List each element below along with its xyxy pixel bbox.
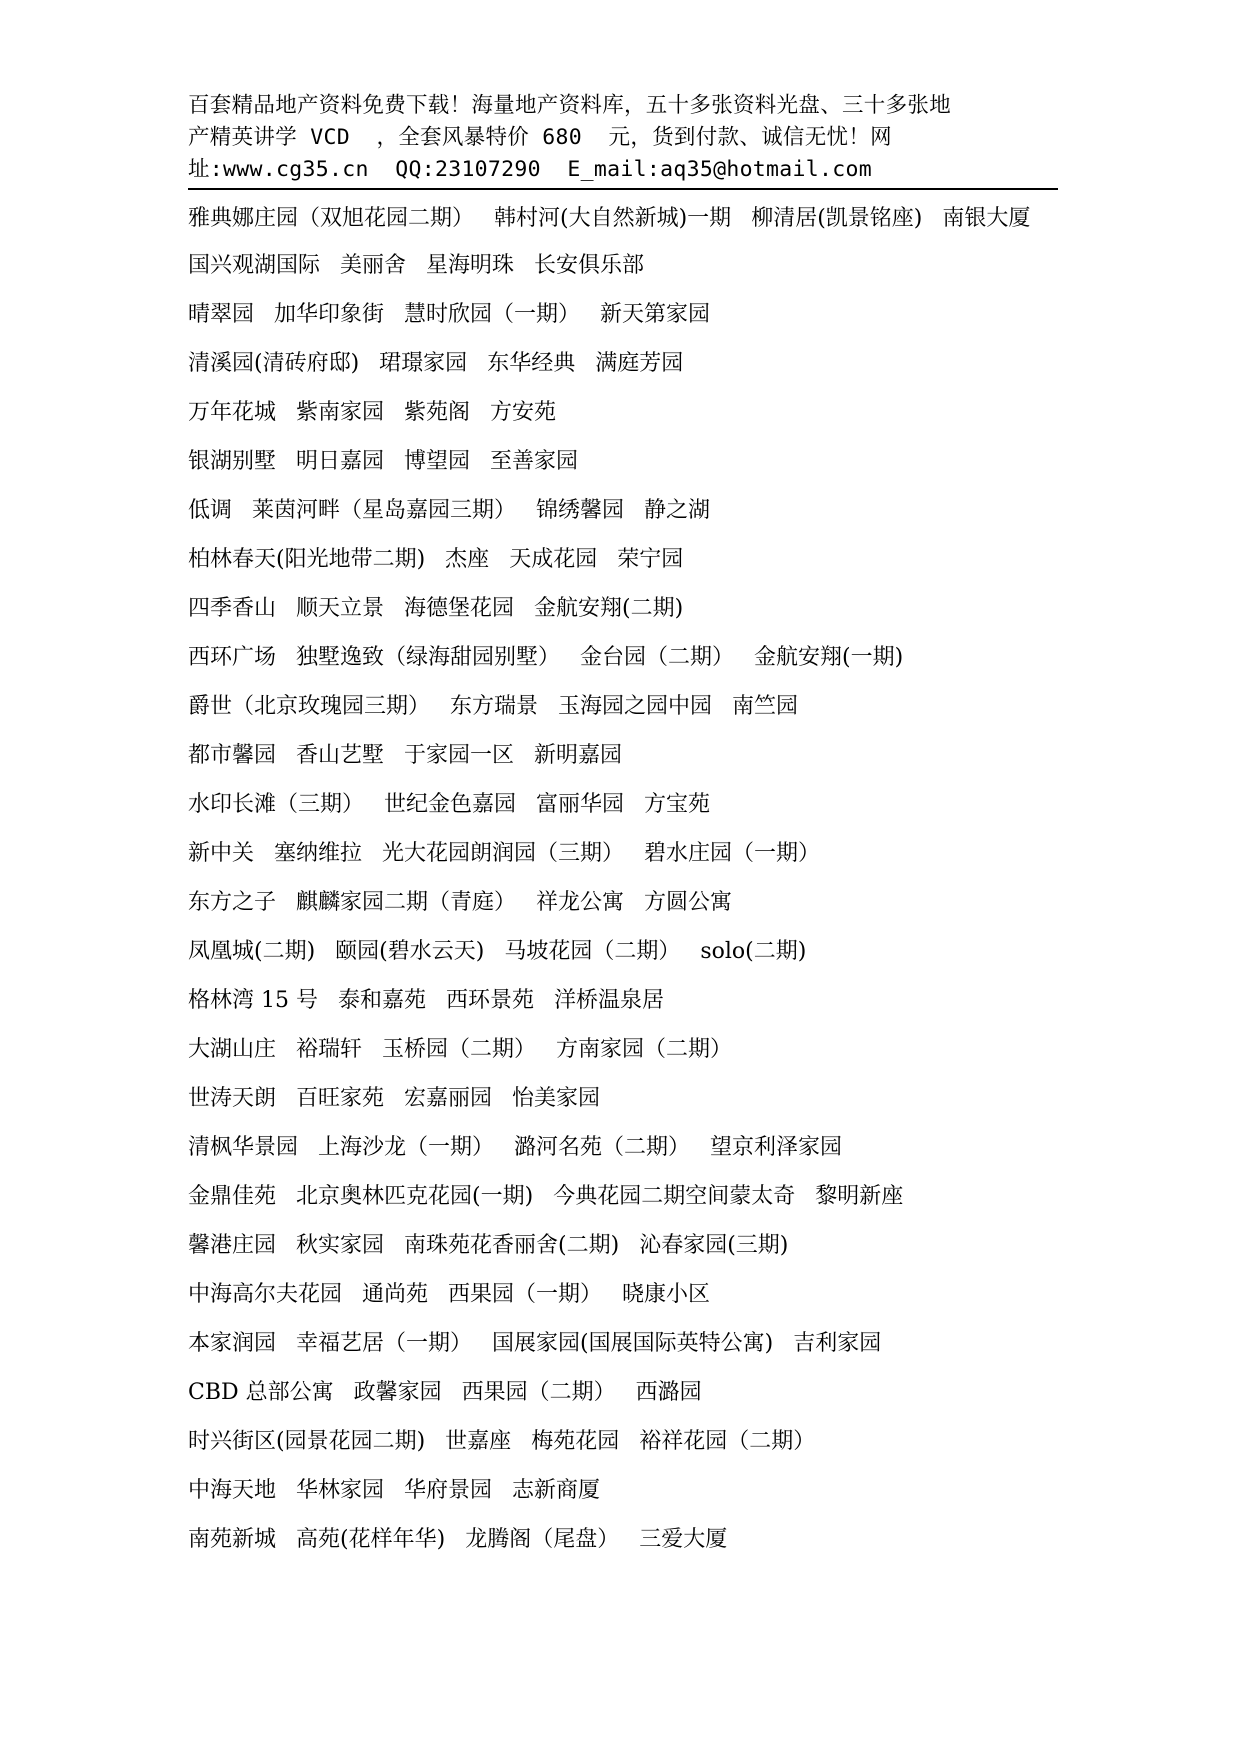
project-row bbox=[188, 635, 1068, 684]
project-name: 至善家园 bbox=[490, 449, 579, 474]
project-name: 吉利家园 bbox=[793, 1331, 882, 1356]
project-name: 珺璟家园 bbox=[379, 351, 468, 376]
project-row bbox=[188, 1223, 1068, 1272]
project-name: 都市馨园 bbox=[188, 743, 277, 768]
project-name: 世涛天朗 bbox=[188, 1086, 277, 1111]
project-name: 加华印象街 bbox=[274, 302, 385, 327]
project-name: solo(二期) bbox=[700, 939, 807, 964]
project-name: 万年花城 bbox=[188, 400, 277, 425]
header-line-2: 产精英讲学 VCD ，全套风暴特价 680 元，货到付款、诚信无忧！网 bbox=[188, 125, 892, 150]
project-name: 新中关 bbox=[188, 841, 255, 866]
project-name: 南苑新城 bbox=[188, 1527, 277, 1552]
project-name: 明日嘉园 bbox=[296, 449, 385, 474]
project-name: 满庭芳园 bbox=[595, 351, 684, 376]
project-name: 香山艺墅 bbox=[296, 743, 385, 768]
project-name: 金台园（二期） bbox=[580, 645, 735, 670]
project-name: 西果园（二期） bbox=[461, 1380, 616, 1405]
project-name: 望京利泽家园 bbox=[710, 1135, 843, 1160]
project-name: 静之湖 bbox=[644, 498, 711, 523]
project-name: 东华经典 bbox=[487, 351, 576, 376]
project-row bbox=[188, 341, 1068, 390]
project-name: 西环景苑 bbox=[446, 988, 535, 1013]
project-name: 祥龙公寓 bbox=[536, 890, 625, 915]
project-name: 玉海园之园中园 bbox=[558, 694, 713, 719]
project-name: 银湖别墅 bbox=[188, 449, 277, 474]
project-name: 潞河名苑（二期） bbox=[514, 1135, 691, 1160]
project-name: 裕祥花园（二期） bbox=[639, 1429, 816, 1454]
project-row bbox=[188, 880, 1068, 929]
project-name: 华林家园 bbox=[296, 1478, 385, 1503]
header-line-3: 址:www.cg35.cn QQ:23107290 E_mail:aq35@hotmail.com bbox=[188, 157, 873, 182]
project-name: 方圆公寓 bbox=[644, 890, 733, 915]
project-name: 馨港庄园 bbox=[188, 1233, 277, 1258]
project-name: 泰和嘉苑 bbox=[337, 988, 426, 1013]
project-name: 天成花园 bbox=[509, 547, 598, 572]
project-name: 长安俱乐部 bbox=[534, 253, 645, 278]
project-name: 碧水庄园（一期） bbox=[644, 841, 821, 866]
project-row bbox=[188, 831, 1068, 880]
project-name: 于家园一区 bbox=[404, 743, 515, 768]
project-name: 麒麟家园二期（青庭） bbox=[296, 890, 517, 915]
project-name: 新天第家园 bbox=[600, 302, 711, 327]
project-name: 方宝苑 bbox=[644, 792, 711, 817]
project-row bbox=[188, 1174, 1068, 1223]
project-name: 秋实家园 bbox=[296, 1233, 385, 1258]
project-name: 荣宁园 bbox=[617, 547, 684, 572]
project-row bbox=[188, 1076, 1068, 1125]
project-row bbox=[188, 488, 1068, 537]
project-name: 宏嘉丽园 bbox=[404, 1086, 493, 1111]
project-name: 锦绣馨园 bbox=[536, 498, 625, 523]
project-name: 四季香山 bbox=[188, 596, 277, 621]
project-name: 凤凰城(二期) bbox=[188, 939, 316, 964]
project-name: 通尚苑 bbox=[362, 1282, 429, 1307]
project-name: 顺天立景 bbox=[296, 596, 385, 621]
project-row bbox=[188, 1272, 1068, 1321]
project-name: 东方之子 bbox=[188, 890, 277, 915]
project-name: 晓康小区 bbox=[622, 1282, 711, 1307]
project-row bbox=[188, 782, 1068, 831]
project-name: 幸福艺居（一期） bbox=[296, 1331, 473, 1356]
project-name: 光大花园朗润园（三期） bbox=[382, 841, 625, 866]
project-name: 颐园(碧水云天) bbox=[335, 939, 485, 964]
project-name: 慧时欣园（一期） bbox=[404, 302, 581, 327]
project-name: 志新商厦 bbox=[512, 1478, 601, 1503]
project-row bbox=[188, 978, 1068, 1027]
project-name: 紫南家园 bbox=[296, 400, 385, 425]
project-name: 方安苑 bbox=[490, 400, 557, 425]
project-name: 西果园（一期） bbox=[448, 1282, 603, 1307]
page-header bbox=[188, 90, 1058, 186]
project-name: 雅典娜庄园（双旭花园二期） bbox=[188, 206, 475, 231]
project-name: 华府景园 bbox=[404, 1478, 493, 1503]
project-name: 柳清居(凯景铭座) bbox=[751, 206, 923, 231]
project-row bbox=[188, 586, 1068, 635]
project-name: 塞纳维拉 bbox=[274, 841, 363, 866]
project-name: 中海天地 bbox=[188, 1478, 277, 1503]
project-row bbox=[188, 1517, 1068, 1566]
project-name: 玉桥园（二期） bbox=[382, 1037, 537, 1062]
project-name: 独墅逸致（绿海甜园别墅） bbox=[296, 645, 561, 670]
project-name: 国展家园(国展国际英特公寓) bbox=[492, 1331, 774, 1356]
project-row bbox=[188, 1468, 1068, 1517]
project-name: 西环广场 bbox=[188, 645, 277, 670]
project-name: 富丽华园 bbox=[536, 792, 625, 817]
project-row bbox=[188, 1321, 1068, 1370]
project-name: 晴翠园 bbox=[188, 302, 255, 327]
project-name: 洋桥温泉居 bbox=[554, 988, 665, 1013]
project-row bbox=[188, 194, 1068, 243]
project-name: 北京奥林匹克花园(一期) bbox=[296, 1184, 534, 1209]
project-row bbox=[188, 292, 1068, 341]
project-name: 黎明新座 bbox=[815, 1184, 904, 1209]
project-name: 裕瑞轩 bbox=[296, 1037, 363, 1062]
project-name: 上海沙龙（一期） bbox=[318, 1135, 495, 1160]
project-name: 海德堡花园 bbox=[404, 596, 515, 621]
project-name: 百旺家苑 bbox=[296, 1086, 385, 1111]
project-row bbox=[188, 733, 1068, 782]
project-name: 低调 bbox=[188, 498, 233, 523]
project-name: 今典花园二期空间蒙太奇 bbox=[553, 1184, 796, 1209]
project-name: 南珠苑花香丽舍(二期) bbox=[404, 1233, 620, 1258]
project-name: 星海明珠 bbox=[426, 253, 515, 278]
project-name: 中海高尔夫花园 bbox=[188, 1282, 343, 1307]
project-name: 爵世（北京玫瑰园三期） bbox=[188, 694, 431, 719]
project-name: 怡美家园 bbox=[512, 1086, 601, 1111]
project-row bbox=[188, 684, 1068, 733]
project-name: 莱茵河畔（星岛嘉园三期） bbox=[252, 498, 517, 523]
project-row bbox=[188, 1125, 1068, 1174]
project-name: 世纪金色嘉园 bbox=[384, 792, 517, 817]
project-name: 水印长滩（三期） bbox=[188, 792, 365, 817]
header-line-1: 百套精品地产资料免费下载！海量地产资料库，五十多张资料光盘、三十多张地 bbox=[188, 93, 952, 118]
project-name: 金鼎佳苑 bbox=[188, 1184, 277, 1209]
project-name: CBD 总部公寓 bbox=[188, 1380, 334, 1405]
project-name: 金航安翔(一期) bbox=[754, 645, 904, 670]
project-name: 南银大厦 bbox=[942, 206, 1031, 231]
project-name: 国兴观湖国际 bbox=[188, 253, 321, 278]
project-row bbox=[188, 243, 1068, 292]
project-row bbox=[188, 1419, 1068, 1468]
project-list bbox=[188, 194, 1068, 1566]
project-name: 清枫华景园 bbox=[188, 1135, 299, 1160]
project-row bbox=[188, 929, 1068, 978]
project-name: 南竺园 bbox=[732, 694, 799, 719]
project-name: 世嘉座 bbox=[445, 1429, 512, 1454]
project-name: 龙腾阁（尾盘） bbox=[465, 1527, 620, 1552]
project-row bbox=[188, 537, 1068, 586]
project-name: 大湖山庄 bbox=[188, 1037, 277, 1062]
project-name: 西潞园 bbox=[635, 1380, 702, 1405]
project-name: 格林湾 15 号 bbox=[188, 988, 318, 1013]
project-name: 梅苑花园 bbox=[531, 1429, 620, 1454]
project-name: 方南家园（二期） bbox=[556, 1037, 733, 1062]
project-name: 美丽舍 bbox=[340, 253, 407, 278]
project-name: 沁春家园(三期) bbox=[639, 1233, 789, 1258]
header-divider bbox=[188, 188, 1058, 190]
project-name: 柏林春天(阳光地带二期) bbox=[188, 547, 426, 572]
project-row bbox=[188, 1370, 1068, 1419]
project-row bbox=[188, 439, 1068, 488]
project-row bbox=[188, 390, 1068, 439]
project-name: 博望园 bbox=[404, 449, 471, 474]
project-name: 韩村河(大自然新城)一期 bbox=[494, 206, 732, 231]
project-name: 时兴街区(园景花园二期) bbox=[188, 1429, 426, 1454]
project-name: 三爱大厦 bbox=[639, 1527, 728, 1552]
project-name: 清溪园(清砖府邸) bbox=[188, 351, 360, 376]
project-name: 东方瑞景 bbox=[450, 694, 539, 719]
project-name: 金航安翔(二期) bbox=[534, 596, 684, 621]
project-name: 高苑(花样年华) bbox=[296, 1527, 446, 1552]
project-row bbox=[188, 1027, 1068, 1076]
project-name: 马坡花园（二期） bbox=[504, 939, 681, 964]
project-name: 紫苑阁 bbox=[404, 400, 471, 425]
project-name: 新明嘉园 bbox=[534, 743, 623, 768]
project-name: 政馨家园 bbox=[353, 1380, 442, 1405]
project-name: 杰座 bbox=[445, 547, 490, 572]
project-name: 本家润园 bbox=[188, 1331, 277, 1356]
